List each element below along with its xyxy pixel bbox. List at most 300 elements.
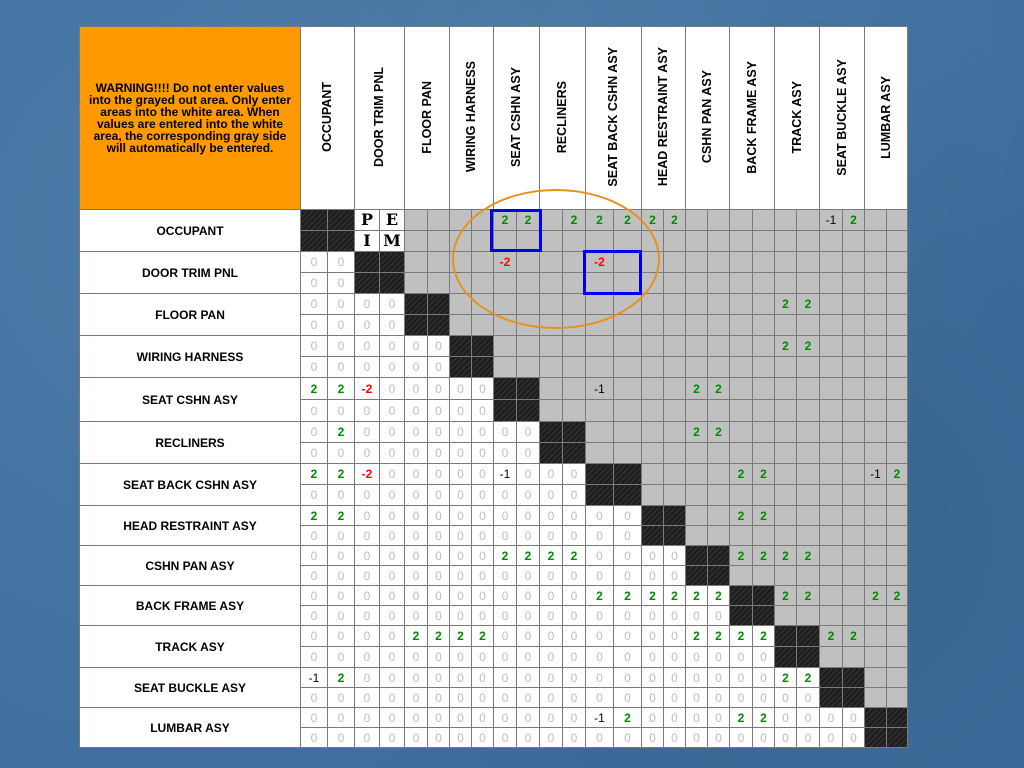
input-cell[interactable] (686, 586, 708, 606)
input-cell[interactable] (686, 668, 708, 688)
input-cell[interactable] (494, 422, 517, 443)
input-cell[interactable] (563, 647, 586, 668)
input-cell[interactable] (708, 586, 730, 606)
input-cell[interactable] (355, 526, 380, 546)
input-cell[interactable] (563, 708, 586, 728)
input-cell[interactable] (301, 708, 328, 728)
input-cell[interactable] (301, 378, 328, 400)
input-cell[interactable] (301, 252, 328, 273)
input-cell[interactable] (450, 506, 472, 526)
input-cell[interactable] (355, 336, 380, 357)
input-cell[interactable] (405, 506, 428, 526)
input-cell[interactable] (405, 546, 428, 566)
input-cell[interactable] (563, 546, 586, 566)
input-cell[interactable] (540, 464, 563, 485)
input-cell[interactable] (380, 626, 405, 647)
input-cell[interactable] (355, 443, 380, 464)
input-cell[interactable] (355, 422, 380, 443)
input-cell[interactable] (380, 526, 405, 546)
input-cell[interactable] (797, 708, 820, 728)
input-cell[interactable] (328, 526, 355, 546)
input-cell[interactable] (380, 728, 405, 748)
input-cell[interactable] (472, 688, 494, 708)
input-cell[interactable] (563, 606, 586, 626)
input-cell[interactable] (708, 668, 730, 688)
input-cell[interactable] (428, 400, 450, 422)
input-cell[interactable] (540, 606, 563, 626)
input-cell[interactable] (517, 688, 540, 708)
input-cell[interactable] (614, 526, 642, 546)
input-cell[interactable] (820, 708, 843, 728)
input-cell[interactable] (405, 647, 428, 668)
input-cell[interactable] (355, 688, 380, 708)
input-cell[interactable] (428, 357, 450, 378)
input-cell[interactable] (380, 464, 405, 485)
input-cell[interactable] (586, 526, 614, 546)
input-cell[interactable] (563, 728, 586, 748)
input-cell[interactable] (328, 586, 355, 606)
input-cell[interactable] (428, 708, 450, 728)
input-cell[interactable] (380, 586, 405, 606)
input-cell[interactable] (405, 728, 428, 748)
input-cell[interactable] (405, 443, 428, 464)
input-cell[interactable] (405, 708, 428, 728)
input-cell[interactable] (472, 443, 494, 464)
input-cell[interactable] (664, 728, 686, 748)
input-cell[interactable] (450, 546, 472, 566)
input-cell[interactable] (328, 252, 355, 273)
input-cell[interactable] (428, 378, 450, 400)
input-cell[interactable] (540, 546, 563, 566)
input-cell[interactable] (540, 647, 563, 668)
input-cell[interactable] (328, 708, 355, 728)
input-cell[interactable] (355, 586, 380, 606)
input-cell[interactable] (540, 586, 563, 606)
input-cell[interactable] (563, 485, 586, 506)
input-cell[interactable] (355, 708, 380, 728)
input-cell[interactable] (428, 606, 450, 626)
input-cell[interactable] (450, 626, 472, 647)
input-cell[interactable] (301, 566, 328, 586)
input-cell[interactable] (614, 668, 642, 688)
input-cell[interactable] (450, 606, 472, 626)
input-cell[interactable] (563, 566, 586, 586)
input-cell[interactable] (540, 485, 563, 506)
input-cell[interactable] (380, 336, 405, 357)
input-cell[interactable] (328, 273, 355, 294)
input-cell[interactable] (494, 728, 517, 748)
input-cell[interactable] (301, 400, 328, 422)
input-cell[interactable] (328, 378, 355, 400)
input-cell[interactable] (686, 647, 708, 668)
input-cell[interactable] (405, 526, 428, 546)
input-cell[interactable] (664, 606, 686, 626)
input-cell[interactable] (301, 273, 328, 294)
input-cell[interactable] (355, 378, 380, 400)
input-cell[interactable] (494, 606, 517, 626)
input-cell[interactable] (586, 586, 614, 606)
input-cell[interactable] (494, 464, 517, 485)
input-cell[interactable] (708, 626, 730, 647)
input-cell[interactable] (494, 546, 517, 566)
input-cell[interactable] (301, 422, 328, 443)
input-cell[interactable] (494, 485, 517, 506)
input-cell[interactable] (380, 566, 405, 586)
input-cell[interactable] (517, 586, 540, 606)
input-cell[interactable] (301, 647, 328, 668)
input-cell[interactable] (428, 626, 450, 647)
input-cell[interactable] (450, 464, 472, 485)
input-cell[interactable] (355, 464, 380, 485)
input-cell[interactable] (586, 647, 614, 668)
input-cell[interactable] (355, 485, 380, 506)
input-cell[interactable] (355, 728, 380, 748)
input-cell[interactable] (301, 315, 328, 336)
input-cell[interactable] (428, 586, 450, 606)
input-cell[interactable] (586, 688, 614, 708)
input-cell[interactable] (355, 626, 380, 647)
input-cell[interactable] (586, 668, 614, 688)
input-cell[interactable] (708, 688, 730, 708)
input-cell[interactable] (730, 626, 753, 647)
input-cell[interactable] (355, 357, 380, 378)
input-cell[interactable] (380, 708, 405, 728)
input-cell[interactable] (753, 728, 775, 748)
input-cell[interactable] (614, 708, 642, 728)
input-cell[interactable] (405, 586, 428, 606)
input-cell[interactable] (686, 626, 708, 647)
input-cell[interactable] (301, 728, 328, 748)
input-cell[interactable] (563, 464, 586, 485)
input-cell[interactable] (380, 378, 405, 400)
input-cell[interactable] (753, 688, 775, 708)
input-cell[interactable] (328, 647, 355, 668)
input-cell[interactable] (405, 336, 428, 357)
input-cell[interactable] (708, 708, 730, 728)
input-cell[interactable] (450, 526, 472, 546)
input-cell[interactable] (797, 688, 820, 708)
input-cell[interactable] (301, 485, 328, 506)
input-cell[interactable] (664, 688, 686, 708)
input-cell[interactable] (428, 443, 450, 464)
input-cell[interactable] (540, 708, 563, 728)
input-cell[interactable] (328, 357, 355, 378)
input-cell[interactable] (472, 464, 494, 485)
input-cell[interactable] (472, 546, 494, 566)
input-cell[interactable] (586, 566, 614, 586)
input-cell[interactable] (517, 422, 540, 443)
input-cell[interactable] (843, 708, 865, 728)
input-cell[interactable] (664, 546, 686, 566)
input-cell[interactable] (450, 688, 472, 708)
input-cell[interactable] (328, 626, 355, 647)
input-cell[interactable] (730, 708, 753, 728)
input-cell[interactable] (753, 708, 775, 728)
input-cell[interactable] (730, 668, 753, 688)
input-cell[interactable] (540, 668, 563, 688)
input-cell[interactable] (517, 526, 540, 546)
input-cell[interactable] (494, 647, 517, 668)
input-cell[interactable] (428, 506, 450, 526)
input-cell[interactable] (380, 485, 405, 506)
input-cell[interactable] (301, 626, 328, 647)
input-cell[interactable] (380, 506, 405, 526)
input-cell[interactable] (328, 688, 355, 708)
input-cell[interactable] (405, 668, 428, 688)
input-cell[interactable] (301, 526, 328, 546)
input-cell[interactable] (586, 708, 614, 728)
input-cell[interactable] (797, 728, 820, 748)
input-cell[interactable] (586, 728, 614, 748)
input-cell[interactable] (775, 708, 797, 728)
input-cell[interactable] (355, 294, 380, 315)
input-cell[interactable] (664, 586, 686, 606)
input-cell[interactable] (664, 708, 686, 728)
input-cell[interactable] (775, 688, 797, 708)
input-cell[interactable] (642, 566, 664, 586)
input-cell[interactable] (472, 400, 494, 422)
input-cell[interactable] (730, 728, 753, 748)
input-cell[interactable] (472, 566, 494, 586)
input-cell[interactable] (517, 626, 540, 647)
input-cell[interactable] (563, 526, 586, 546)
input-cell[interactable] (494, 688, 517, 708)
input-cell[interactable] (380, 315, 405, 336)
input-cell[interactable] (428, 336, 450, 357)
input-cell[interactable] (614, 688, 642, 708)
input-cell[interactable] (328, 443, 355, 464)
input-cell[interactable] (450, 400, 472, 422)
input-cell[interactable] (614, 728, 642, 748)
input-cell[interactable] (328, 668, 355, 688)
input-cell[interactable] (428, 728, 450, 748)
input-cell[interactable] (843, 728, 865, 748)
input-cell[interactable] (450, 422, 472, 443)
input-cell[interactable] (614, 606, 642, 626)
input-cell[interactable] (380, 606, 405, 626)
input-cell[interactable] (708, 728, 730, 748)
input-cell[interactable] (380, 294, 405, 315)
input-cell[interactable] (517, 566, 540, 586)
input-cell[interactable] (686, 688, 708, 708)
input-cell[interactable] (355, 566, 380, 586)
input-cell[interactable] (642, 606, 664, 626)
input-cell[interactable] (614, 626, 642, 647)
input-cell[interactable] (355, 506, 380, 526)
input-cell[interactable] (301, 506, 328, 526)
input-cell[interactable] (328, 728, 355, 748)
input-cell[interactable] (540, 566, 563, 586)
input-cell[interactable] (563, 506, 586, 526)
input-cell[interactable] (517, 546, 540, 566)
input-cell[interactable] (664, 626, 686, 647)
input-cell[interactable] (517, 728, 540, 748)
input-cell[interactable] (472, 526, 494, 546)
input-cell[interactable] (614, 506, 642, 526)
input-cell[interactable] (380, 422, 405, 443)
input-cell[interactable] (428, 647, 450, 668)
input-cell[interactable] (428, 546, 450, 566)
input-cell[interactable] (405, 400, 428, 422)
input-cell[interactable] (563, 688, 586, 708)
input-cell[interactable] (472, 668, 494, 688)
input-cell[interactable] (686, 728, 708, 748)
input-cell[interactable] (494, 586, 517, 606)
input-cell[interactable] (820, 728, 843, 748)
input-cell[interactable] (428, 485, 450, 506)
input-cell[interactable] (494, 626, 517, 647)
input-cell[interactable] (328, 506, 355, 526)
input-cell[interactable] (328, 546, 355, 566)
input-cell[interactable] (642, 728, 664, 748)
input-cell[interactable] (405, 688, 428, 708)
input-cell[interactable] (614, 546, 642, 566)
input-cell[interactable] (301, 357, 328, 378)
input-cell[interactable] (642, 626, 664, 647)
input-cell[interactable] (686, 708, 708, 728)
input-cell[interactable] (428, 526, 450, 546)
input-cell[interactable] (301, 668, 328, 688)
input-cell[interactable] (472, 586, 494, 606)
input-cell[interactable] (730, 688, 753, 708)
input-cell[interactable] (301, 546, 328, 566)
input-cell[interactable] (586, 626, 614, 647)
input-cell[interactable] (472, 606, 494, 626)
input-cell[interactable] (405, 485, 428, 506)
input-cell[interactable] (301, 336, 328, 357)
input-cell[interactable] (301, 443, 328, 464)
input-cell[interactable] (494, 506, 517, 526)
input-cell[interactable] (664, 566, 686, 586)
input-cell[interactable] (563, 668, 586, 688)
input-cell[interactable] (642, 708, 664, 728)
input-cell[interactable] (380, 357, 405, 378)
input-cell[interactable] (494, 526, 517, 546)
input-cell[interactable] (328, 566, 355, 586)
input-cell[interactable] (586, 606, 614, 626)
input-cell[interactable] (494, 566, 517, 586)
input-cell[interactable] (450, 728, 472, 748)
input-cell[interactable] (380, 668, 405, 688)
input-cell[interactable] (642, 647, 664, 668)
input-cell[interactable] (355, 647, 380, 668)
input-cell[interactable] (355, 606, 380, 626)
input-cell[interactable] (355, 668, 380, 688)
input-cell[interactable] (405, 566, 428, 586)
input-cell[interactable] (686, 606, 708, 626)
input-cell[interactable] (328, 464, 355, 485)
input-cell[interactable] (380, 688, 405, 708)
input-cell[interactable] (472, 485, 494, 506)
input-cell[interactable] (328, 400, 355, 422)
input-cell[interactable] (540, 626, 563, 647)
input-cell[interactable] (380, 400, 405, 422)
input-cell[interactable] (494, 708, 517, 728)
input-cell[interactable] (540, 506, 563, 526)
input-cell[interactable] (586, 546, 614, 566)
input-cell[interactable] (753, 647, 775, 668)
input-cell[interactable] (472, 506, 494, 526)
input-cell[interactable] (517, 464, 540, 485)
input-cell[interactable] (472, 708, 494, 728)
input-cell[interactable] (450, 566, 472, 586)
input-cell[interactable] (450, 378, 472, 400)
input-cell[interactable] (450, 586, 472, 606)
input-cell[interactable] (472, 626, 494, 647)
input-cell[interactable] (328, 336, 355, 357)
input-cell[interactable] (301, 586, 328, 606)
input-cell[interactable] (664, 647, 686, 668)
input-cell[interactable] (428, 668, 450, 688)
input-cell[interactable] (642, 688, 664, 708)
input-cell[interactable] (494, 668, 517, 688)
input-cell[interactable] (540, 688, 563, 708)
input-cell[interactable] (753, 668, 775, 688)
input-cell[interactable] (405, 626, 428, 647)
input-cell[interactable] (328, 422, 355, 443)
input-cell[interactable] (428, 464, 450, 485)
input-cell[interactable] (428, 566, 450, 586)
input-cell[interactable] (517, 485, 540, 506)
input-cell[interactable] (472, 647, 494, 668)
input-cell[interactable] (428, 688, 450, 708)
input-cell[interactable] (614, 647, 642, 668)
input-cell[interactable] (380, 546, 405, 566)
input-cell[interactable] (614, 586, 642, 606)
input-cell[interactable] (494, 443, 517, 464)
input-cell[interactable] (708, 606, 730, 626)
input-cell[interactable] (517, 647, 540, 668)
input-cell[interactable] (355, 546, 380, 566)
input-cell[interactable] (517, 443, 540, 464)
input-cell[interactable] (355, 400, 380, 422)
input-cell[interactable] (563, 626, 586, 647)
input-cell[interactable] (328, 315, 355, 336)
input-cell[interactable] (380, 647, 405, 668)
input-cell[interactable] (586, 506, 614, 526)
input-cell[interactable] (405, 378, 428, 400)
input-cell[interactable] (328, 606, 355, 626)
input-cell[interactable] (450, 443, 472, 464)
input-cell[interactable] (708, 647, 730, 668)
input-cell[interactable] (664, 668, 686, 688)
input-cell[interactable] (472, 378, 494, 400)
input-cell[interactable] (642, 586, 664, 606)
input-cell[interactable] (642, 546, 664, 566)
input-cell[interactable] (301, 294, 328, 315)
input-cell[interactable] (428, 422, 450, 443)
input-cell[interactable] (472, 422, 494, 443)
input-cell[interactable] (355, 315, 380, 336)
input-cell[interactable] (405, 357, 428, 378)
input-cell[interactable] (472, 728, 494, 748)
input-cell[interactable] (450, 485, 472, 506)
input-cell[interactable] (517, 606, 540, 626)
input-cell[interactable] (450, 647, 472, 668)
input-cell[interactable] (642, 668, 664, 688)
input-cell[interactable] (517, 708, 540, 728)
input-cell[interactable] (301, 688, 328, 708)
input-cell[interactable] (517, 506, 540, 526)
input-cell[interactable] (450, 708, 472, 728)
input-cell[interactable] (517, 668, 540, 688)
input-cell[interactable] (328, 485, 355, 506)
input-cell[interactable] (797, 668, 820, 688)
input-cell[interactable] (301, 606, 328, 626)
input-cell[interactable] (540, 526, 563, 546)
input-cell[interactable] (563, 586, 586, 606)
input-cell[interactable] (301, 464, 328, 485)
